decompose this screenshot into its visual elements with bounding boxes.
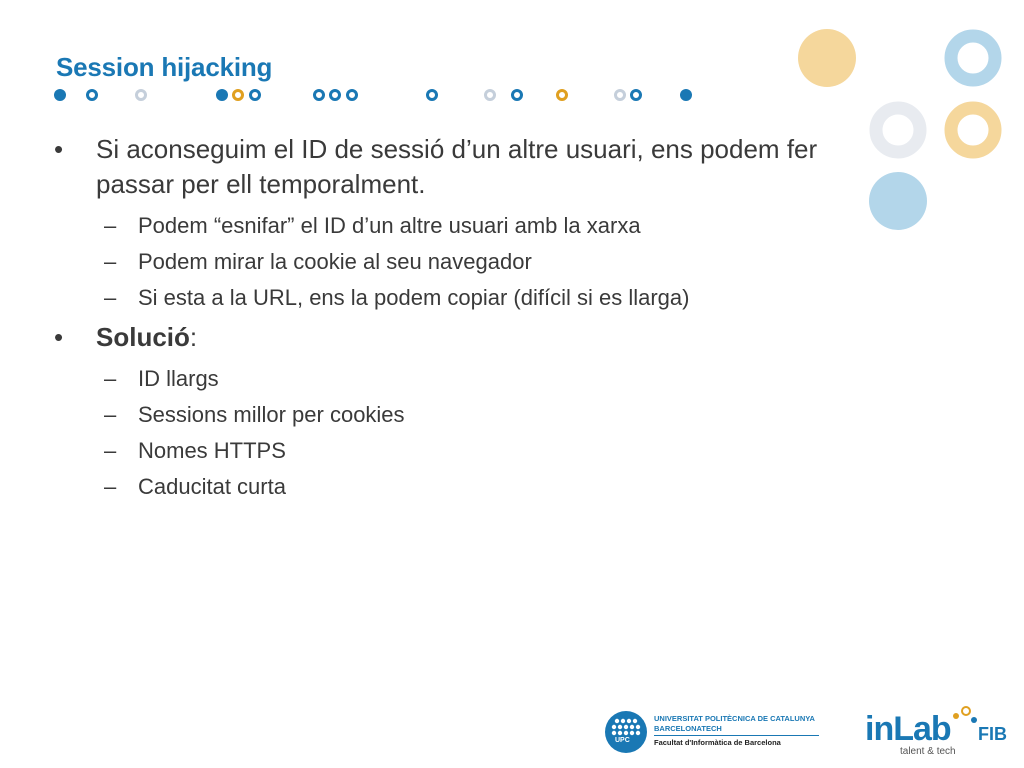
sub-bullet-text: Podem mirar la cookie al seu navegador [138,249,532,274]
bullet-marker: • [54,134,64,164]
dot [234,91,243,100]
sub-bullet-item [52,473,852,501]
dash-marker: – [104,402,117,427]
sub-bullet-item [52,437,852,465]
bullet-list [52,132,852,509]
upc-name-line1: UNIVERSITAT POLITÈCNICA DE CATALUNYA [654,714,815,723]
dot [137,91,146,100]
deco-circle [951,108,995,152]
inlab-dots-icon [948,702,978,726]
dot [251,91,260,100]
slide-title: Session hijacking [56,52,273,82]
dot [88,91,97,100]
dot [616,91,625,100]
sub-bullet-item [52,212,852,240]
deco-circle [869,172,927,230]
dot [216,89,228,101]
sub-bullet-text: Podem “esnifar” el ID d’un altre usuari amb la xarxa [138,213,641,238]
dot [558,91,567,100]
bullet-text: Si aconseguim el ID de sessió d’un altre usuari, ens podem fer passar per ell temporalment. [96,134,818,199]
bullet-text [96,320,852,355]
upc-name-line2: BARCELONATECH [654,724,722,733]
dot [486,91,495,100]
bullet-item [52,320,852,355]
deco-circle [951,36,995,80]
dash-marker: – [104,366,117,391]
sub-bullet-item [52,284,852,312]
inlab-tagline: talent & tech [900,746,956,757]
inlab-logo: inLab [865,710,951,748]
dash-marker: – [104,438,117,463]
dash-marker: – [104,249,117,274]
deco-circle [798,29,856,87]
dot [331,91,340,100]
dash-marker: – [104,474,117,499]
dash-marker: – [104,285,117,310]
deco-circle [876,108,920,152]
upc-badge-label: UPC [615,737,630,744]
upc-logo-icon [604,710,648,754]
sub-bullet-text: Caducitat curta [138,474,286,499]
dot [315,91,324,100]
bullet-text-rest: : [189,322,198,352]
dot [680,89,692,101]
dot [348,91,357,100]
bullet-item [52,132,852,202]
fib-faculty-name: Facultat d'Informàtica de Barcelona [654,738,781,747]
dot [632,91,641,100]
footer-logos [600,700,1020,760]
dot [428,91,437,100]
bullet-text-strong: Solució [96,322,190,352]
sub-bullet-item [52,365,852,393]
fib-logo: FIB [978,724,1007,744]
sub-bullet-text: Sessions millor per cookies [138,402,405,427]
bullet-marker: • [54,322,64,352]
upc-divider [654,735,819,736]
dot [513,91,522,100]
sub-bullet-item [52,401,852,429]
sub-bullet-text: Si esta a la URL, ens la podem copiar (difícil si es llarga) [138,285,690,310]
sub-bullet-text: ID llargs [138,366,219,391]
dash-marker: – [104,213,117,238]
sub-bullet-text: Nomes HTTPS [138,438,286,463]
dot-row-decoration [0,0,700,120]
dot [54,89,66,101]
sub-bullet-item [52,248,852,276]
